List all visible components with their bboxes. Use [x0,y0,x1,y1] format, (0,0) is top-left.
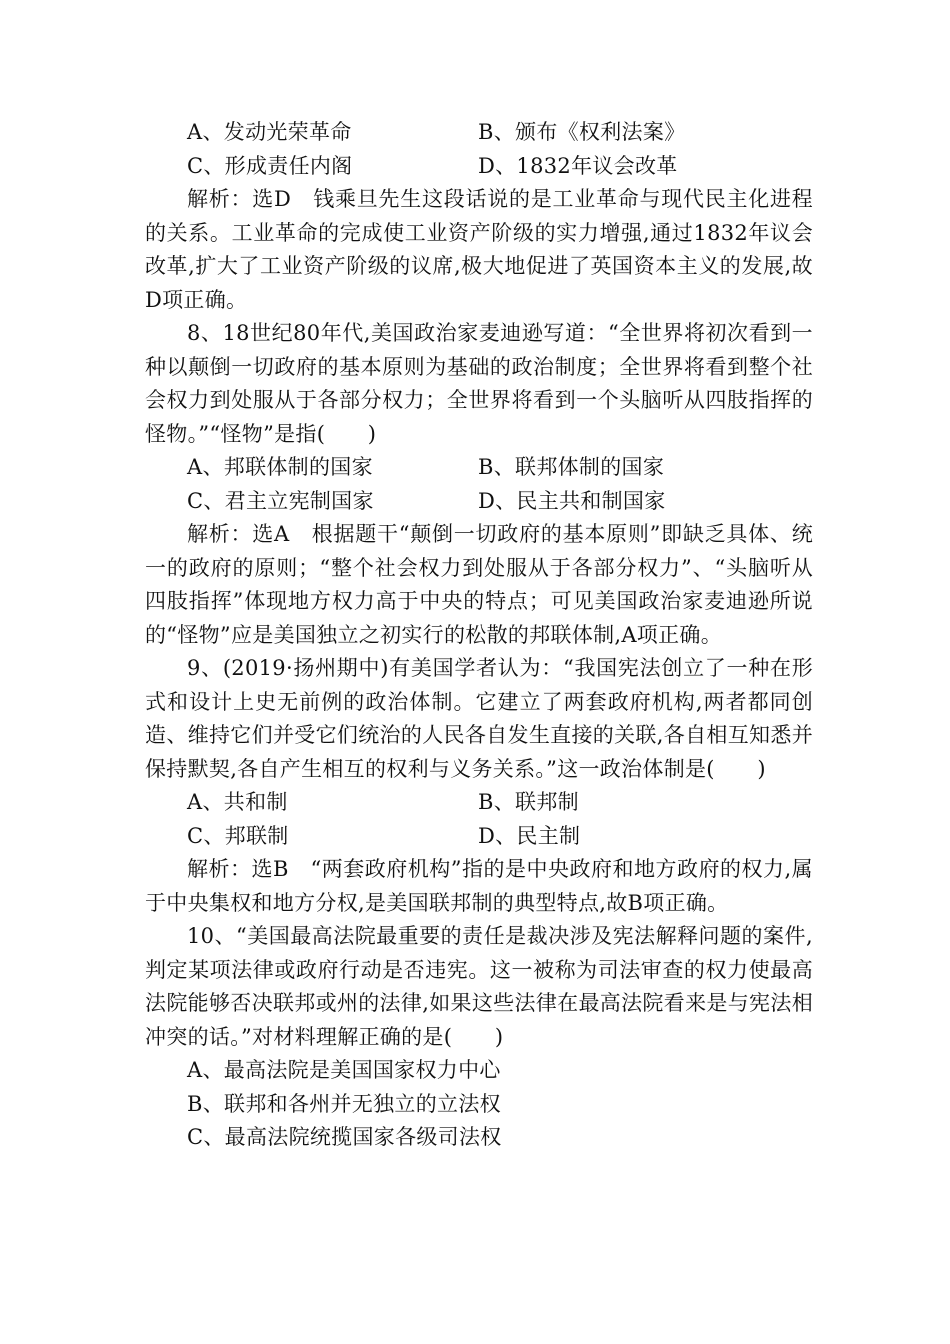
q7-options-row-1 [145,116,813,150]
q10-stem: 10、“美国最高法院最重要的责任是裁决涉及宪法解释问题的案件,判定某项法律或政府行动是否违宪。这一被称为司法审查的权力使最高法院能够否决联邦或州的法律,如果这些法律在最高法院看来是与宪法相冲突的话。”对材料理解正确的是( ) [145,924,813,1049]
q8-option-a[interactable]: A、邦联体制的国家 [187,455,373,479]
q9-analysis: 解析：选B “两套政府机构”指的是中央政府和地方政府的权力,属于中央集权和地方分权,是美国联邦制的典型特点,故B项正确。 [145,857,813,915]
q10-option-a[interactable]: A、最高法院是美国国家权力中心 [187,1058,501,1082]
q9-option-b[interactable]: B、联邦制 [478,790,579,814]
q7-option-d[interactable]: D、1832年议会改革 [478,153,678,178]
q8-option-b[interactable]: B、联邦体制的国家 [478,455,665,479]
q8-stem: 8、18世纪80年代,美国政治家麦迪逊写道：“全世界将初次看到一种以颠倒一切政府的基本原则为基础的政治制度；全世界将看到整个社会权力到处服从于各部分权力；全世界将看到一个头脑听从四肢指挥的怪物。”“怪物”是指( ) [145,321,813,446]
q7-analysis: 解析：选D 钱乘旦先生这段话说的是工业革命与现代民主化进程的关系。工业革命的完成使工业资产阶级的实力增强,通过1832年议会改革,扩大了工业资产阶级的议席,极大地促进了英国资本主义的发展,故D项正确。 [145,187,814,312]
q7-option-a[interactable]: A、发动光荣革命 [187,120,352,144]
q9-option-c[interactable]: C、邦联制 [187,823,289,848]
q8-options-row-2 [145,485,813,519]
document-page [145,116,813,1155]
q8-analysis: 解析：选A 根据题干“颠倒一切政府的基本原则”即缺乏具体、统一的政府的原则；“整个社会权力到处服从于各部分权力”、“头脑听从四肢指挥”体现地方权力高于中央的特点；可见美国政治家麦迪逊所说的“怪物”应是美国独立之初实行的松散的邦联体制,A项正确。 [145,522,813,647]
q9-options-row-1 [145,786,813,820]
q9-stem: 9、(2019·扬州期中)有美国学者认为：“我国宪法创立了一种在形式和设计上史无前例的政治体制。它建立了两套政府机构,两者都同创造、维持它们并受它们统治的人民各自发生直接的关联,各自相互知悉并保持默契,各自产生相互的权利与义务关系。”这一政治体制是( ) [145,656,813,781]
q9-option-d[interactable]: D、民主制 [478,823,581,848]
q10-option-c[interactable]: C、最高法院统揽国家各级司法权 [187,1125,502,1149]
q9-option-a[interactable]: A、共和制 [187,790,288,814]
q8-option-d[interactable]: D、民主共和制国家 [478,488,666,513]
q9-options-row-2 [145,820,813,854]
q8-option-c[interactable]: C、君主立宪制国家 [187,488,374,513]
q10-option-b[interactable]: B、联邦和各州并无独立的立法权 [187,1091,501,1116]
q7-option-b[interactable]: B、颁布《权利法案》 [478,120,686,144]
q7-options-row-2 [145,150,813,184]
q8-options-row-1 [145,451,813,485]
q7-option-c[interactable]: C、形成责任内阁 [187,153,353,178]
